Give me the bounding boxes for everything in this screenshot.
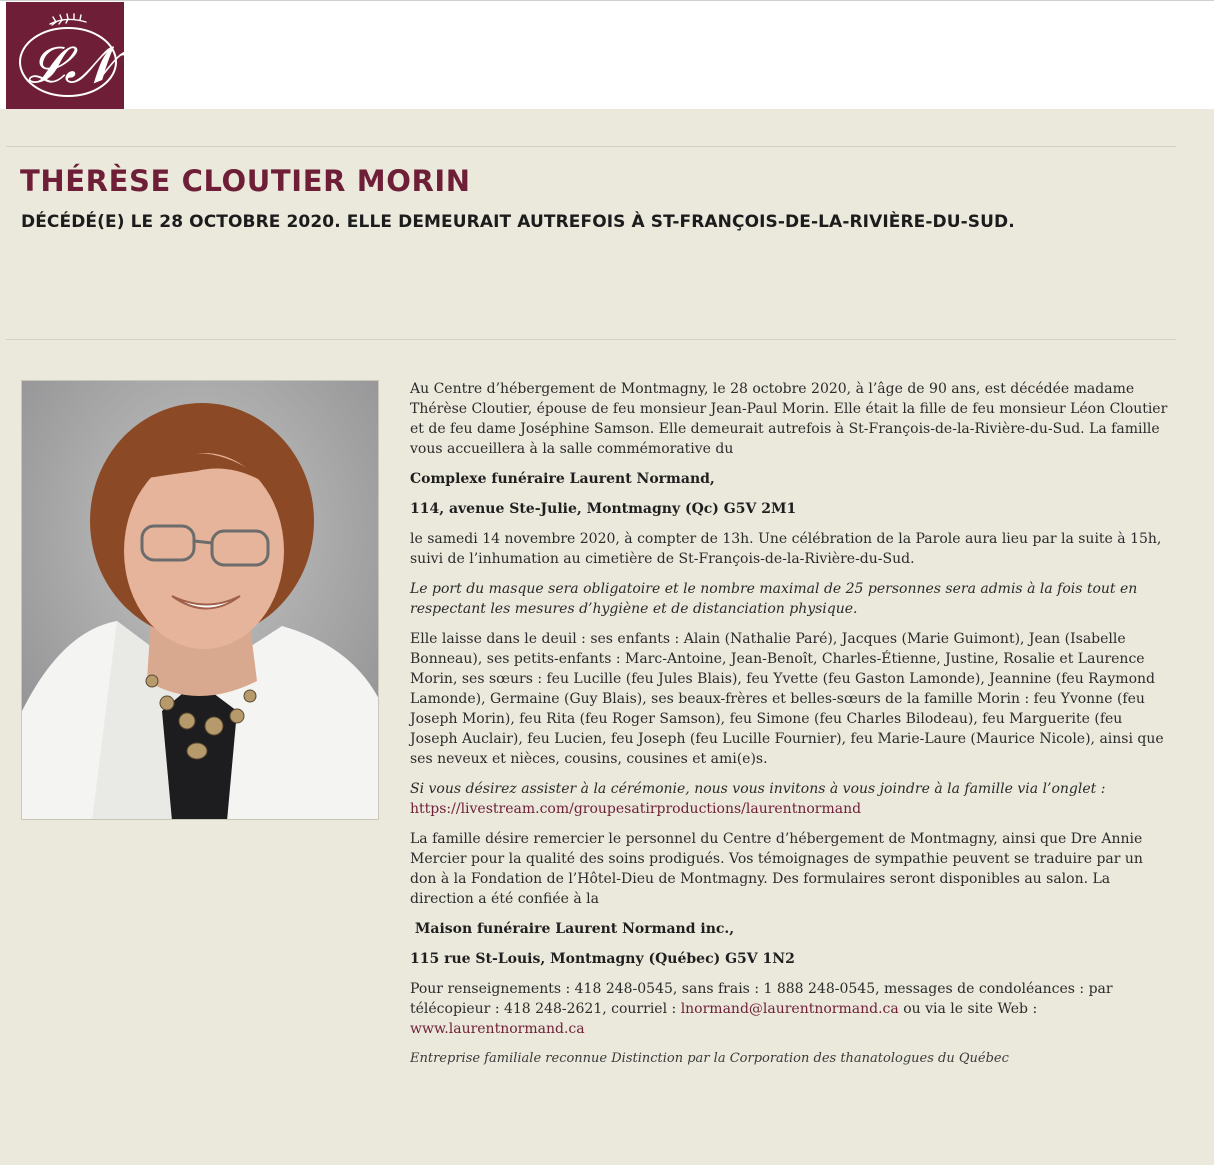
obituary-text	[410, 379, 1170, 1079]
website-link[interactable]: www.laurentnormand.ca	[410, 1021, 585, 1037]
livestream-paragraph	[410, 779, 1170, 819]
top-divider	[6, 146, 1176, 147]
contact-info-middle: ou via le site Web :	[898, 1001, 1042, 1017]
logo-emblem-icon	[6, 2, 124, 109]
livestream-intro: Si vous désirez assister à la cérémonie, nous vous invitons à vous joindre à la famille via l’onglet :	[410, 781, 1106, 797]
direction-address: 115 rue St-Louis, Montmagny (Québec) G5V 1N2	[410, 951, 795, 967]
header-divider	[6, 339, 1176, 340]
logo-monogram: 𝓛𝓝	[28, 36, 113, 94]
contact-info-paragraph	[410, 979, 1170, 1039]
direction-name: Maison funéraire Laurent Normand inc.,	[410, 921, 735, 937]
funeral-home-name: Complexe funéraire Laurent Normand,	[410, 471, 715, 487]
laurent-normand-logo[interactable]	[6, 2, 124, 109]
deceased-name: THÉRÈSE CLOUTIER MORIN	[20, 164, 471, 198]
deceased-portrait	[21, 380, 379, 820]
distinction-note: Entreprise familiale reconnue Distinction par la Corporation des thanatologues du Québec	[410, 1051, 1009, 1066]
death-notice-subtitle: DÉCÉDÉ(E) LE 28 OCTOBRE 2020. ELLE DEMEURAIT AUTREFOIS À ST-FRANÇOIS-DE-LA-RIVIÈRE-DU-SUD.	[21, 212, 1015, 232]
survivors-paragraph: Elle laisse dans le deuil : ses enfants : Alain (Nathalie Paré), Jacques (Marie Guimont), Jean (Isabelle Bonneau), ses petits-enfants : Marc-Antoine, Jean-Benoît, Charles-Étienne, Justine, Rosalie et Laurence Morin, ses sœurs : feu Lucille (feu Jules Blais), feu Yvette (feu Gaston Lamonde), Jeannine (feu Raymond Lamonde), Germaine (Guy Blais), ses beaux-frères et belles-sœurs de la famille Morin : feu Yvonne (feu Joseph Morin), feu Rita (feu Roger Samson), feu Simone (feu Charles Bilodeau), feu Marguerite (feu Joseph Auclair), feu Lucien, feu Joseph (feu Lucille Fournier), feu Marie-Laure (Maurice Nicole), ainsi que ses neveux et nièces, cousins, cousines et ami(e)s.	[410, 631, 1164, 767]
intro-paragraph: Au Centre d’hébergement de Montmagny, le 28 octobre 2020, à l’âge de 90 ans, est décédée madame Thérèse Cloutier, épouse de feu monsieur Jean-Paul Morin. Elle était la fille de feu monsieur Léon Cloutier et de feu dame Joséphine Samson. Elle demeurait autrefois à St-François-de-la-Rivière-du-Sud. La famille vous accueillera à la salle commémorative du	[410, 381, 1168, 457]
contact-info-text: Pour renseignements : 418 248-0545, sans frais : 1 888 248-0545, messages de condoléances : par télécopieur : 418 248-2621, courriel :	[410, 981, 1113, 1017]
visitation-paragraph: le samedi 14 novembre 2020, à compter de 13h. Une célébration de la Parole aura lieu par la suite à 15h, suivi de l’inhumation au cimetière de St-François-de-la-Rivière-du-Sud.	[410, 531, 1162, 567]
funeral-home-address: 114, avenue Ste-Julie, Montmagny (Qc) G5V 2M1	[410, 501, 797, 517]
email-link[interactable]: lnormand@laurentnormand.ca	[680, 1001, 899, 1017]
livestream-link[interactable]: https://livestream.com/groupesatirproductions/laurentnormand	[410, 801, 862, 817]
thanks-paragraph: La famille désire remercier le personnel du Centre d’hébergement de Montmagny, ainsi que Dre Annie Mercier pour la qualité des soins prodigués. Vos témoignages de sympathie peuvent se traduire par un don à la Fondation de l’Hôtel-Dieu de Montmagny. Des formulaires seront disponibles au salon. La direction a été confiée à la	[410, 831, 1143, 907]
mask-notice: Le port du masque sera obligatoire et le nombre maximal de 25 personnes sera admis à la fois tout en respectant les mesures d’hygiène et de distanciation physique.	[410, 581, 1138, 617]
site-header	[0, 0, 1214, 109]
